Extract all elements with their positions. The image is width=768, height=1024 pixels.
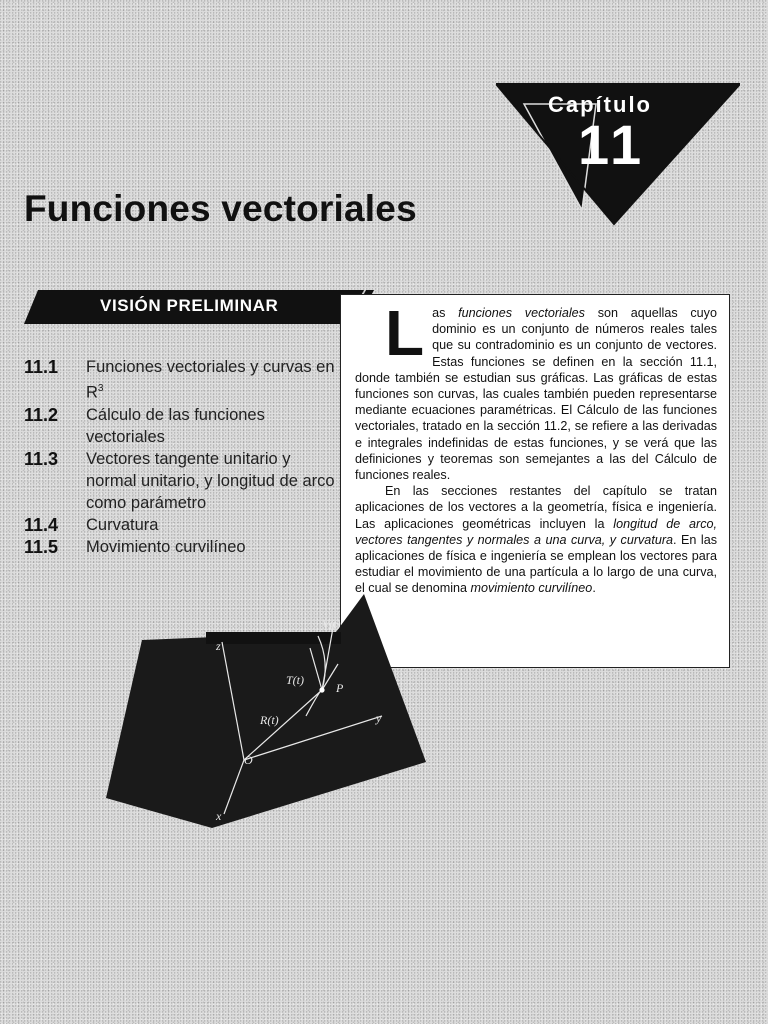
label-y: y bbox=[376, 711, 382, 725]
page-title: Funciones vectoriales bbox=[24, 188, 417, 229]
intro-text: . bbox=[592, 581, 596, 596]
drop-cap: L bbox=[385, 297, 425, 369]
label-r: R(t) bbox=[260, 713, 279, 727]
label-origin: O bbox=[244, 753, 253, 767]
toc-item bbox=[24, 514, 344, 536]
toc-number: 11.4 bbox=[24, 514, 59, 535]
intro-emphasis: movimiento curvilíneo bbox=[470, 581, 593, 596]
label-t: T(t) bbox=[286, 673, 304, 687]
intro-paragraph-2 bbox=[355, 483, 717, 596]
toc-title: Curvatura bbox=[86, 515, 159, 534]
toc-title: Cálculo de las funciones vectoriales bbox=[86, 405, 265, 446]
intro-text: En las secciones restantes del capítulo se tratan aplicaciones de los vectores a la geometría, física e ingeniería. Las aplicaciones geométricas incluyen la bbox=[355, 484, 717, 531]
chapter-label: Capítulo bbox=[548, 92, 652, 117]
chapter-number: 11 bbox=[578, 113, 646, 176]
toc-item bbox=[24, 448, 344, 514]
toc-item bbox=[24, 536, 344, 558]
contents-list bbox=[24, 356, 344, 558]
toc-title: Vectores tangente unitario y normal unitario, y longitud de arco como parámetro bbox=[86, 449, 335, 512]
label-point: P bbox=[336, 681, 344, 695]
point-p bbox=[319, 687, 324, 692]
intro-emphasis: longitud de arco, vectores tangentes y normales a una curva, y curvatura bbox=[355, 516, 718, 547]
toc-number: 11.5 bbox=[24, 536, 59, 557]
intro-text: son aquellas cuyo dominio es un conjunto de números reales tales que su contradominio es un conjunto de vectores. Estas funciones se definen en la sección 11.1, donde también se estudian sus gráficas. Las gráficas de estas funciones son curvas, las cuales también pueden representarse mediante ecuaciones paramétricas. El Cálculo de las funciones vectoriales, tratado en la sección 11.2, se refiere a las derivadas e integrales indefinidas de estas funciones, y se verá que las definiciones y teoremas son semejantes a las del Cálculo de funciones reales. bbox=[355, 306, 717, 483]
toc-title: Movimiento curvilíneo bbox=[86, 537, 246, 556]
label-z: z bbox=[216, 639, 221, 653]
toc-number: 11.1 bbox=[24, 357, 59, 377]
intro-emphasis: funciones vectoriales bbox=[458, 306, 585, 320]
label-x: x bbox=[216, 809, 222, 823]
intro-text: . En las aplicaciones de física e ingeniería se emplean los vectores para estudiar el movimiento de una partícula a lo largo de una curva, el cual se denomina bbox=[355, 532, 717, 596]
intro-text: as bbox=[432, 306, 459, 320]
toc-number: 11.2 bbox=[24, 404, 59, 425]
label-v: V(t) bbox=[322, 617, 341, 631]
toc-item bbox=[24, 356, 344, 404]
toc-title bbox=[86, 356, 344, 404]
toc-item bbox=[24, 404, 344, 448]
preview-banner-text: VISIÓN PRELIMINAR bbox=[100, 296, 279, 315]
toc-number: 11.3 bbox=[24, 448, 59, 469]
toc-title-text: Funciones vectoriales y curvas en R bbox=[86, 358, 335, 402]
vector-figure bbox=[96, 592, 426, 828]
toc-superscript: 3 bbox=[97, 383, 104, 394]
